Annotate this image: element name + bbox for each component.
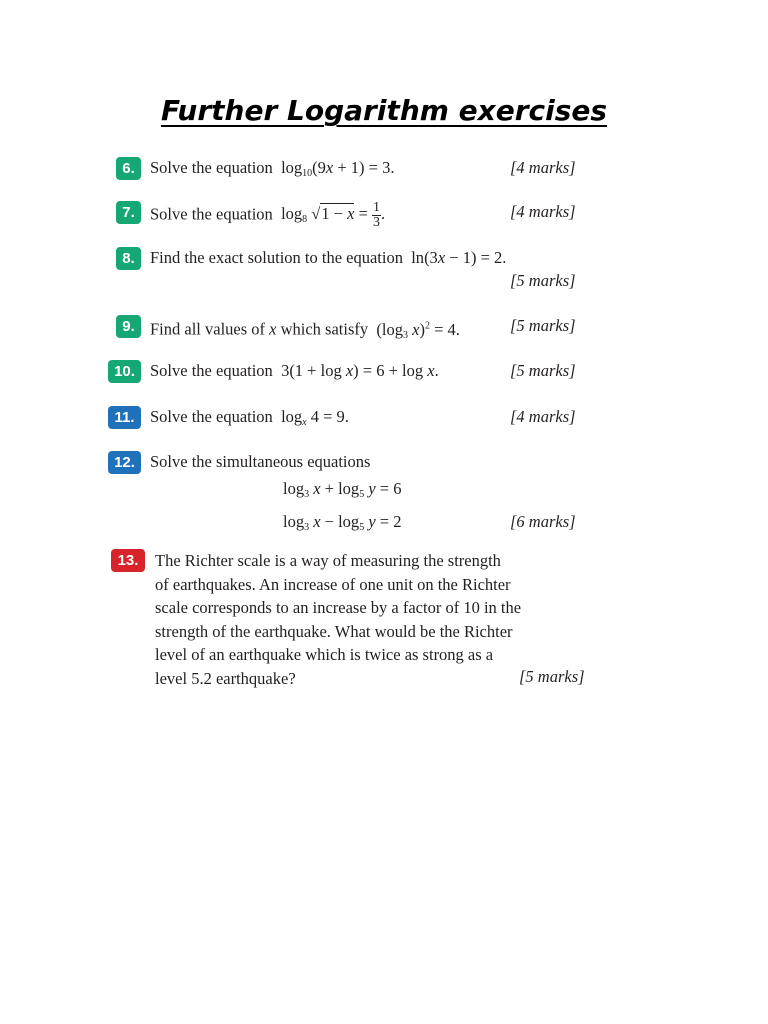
paragraph-line: level of an earthquake which is twice as strong as a: [155, 645, 494, 664]
question-number-badge: 12.: [108, 451, 141, 474]
question-number-badge: 13.: [111, 549, 145, 572]
marks-label: [5 marks]: [519, 667, 585, 686]
marks-label: [4 marks]: [510, 158, 576, 177]
marks-label: [5 marks]: [510, 361, 576, 380]
marks-label: [5 marks]: [510, 316, 576, 335]
equation: ($\log_3$ x)$^2$ = 4.: [376, 319, 460, 341]
question-prompt-2: which satisfy: [280, 319, 369, 339]
question-text: [150, 315, 460, 347]
equation: $\log_{10}(9x + 1) = 3$.: [281, 158, 395, 179]
equation-2: $\log_3 x - \log_5 y = 2$: [283, 512, 402, 533]
marks-label: [4 marks]: [510, 407, 576, 426]
question-prompt: Find the exact solution to the equation: [150, 248, 403, 267]
equation-1: $\log_3 x + \log_5 y = 6$: [283, 479, 402, 500]
question-prompt: Find all values of: [150, 319, 266, 339]
question-prompt: Solve the equation: [150, 407, 273, 426]
paragraph-line: scale corresponds to an increase by a factor of 10 in the: [155, 598, 522, 617]
question-number-badge: 9.: [116, 315, 141, 338]
question-text: [150, 247, 506, 269]
question-text: [150, 360, 439, 382]
paragraph-line: strength of the earthquake. What would be the Richter: [155, 621, 513, 641]
marks-label: [6 marks]: [510, 512, 576, 531]
marks-label: [4 marks]: [510, 202, 576, 221]
equation: $\log_8 √1 - x$ = $\frac{1}{3}$ .: [281, 200, 386, 230]
equation: ln(3x − 1) = 2.: [411, 248, 507, 267]
variable-x: x: [269, 319, 277, 339]
question-text: [150, 157, 394, 185]
question-number-badge: 7.: [116, 201, 141, 224]
paragraph-line: level 5.2 earthquake?: [155, 668, 296, 688]
question-prompt: Solve the equation: [150, 361, 273, 380]
marks-label: [5 marks]: [510, 271, 576, 290]
question-prompt: Solve the simultaneous equations: [150, 452, 371, 471]
question-number-badge: 10.: [108, 360, 141, 383]
question-prompt: Solve the equation: [150, 158, 273, 177]
equation: $\log_x 4 = 9$.: [281, 407, 349, 428]
paragraph-line: The Richter scale is a way of measuring the strength: [155, 551, 501, 570]
paragraph-line: of earthquakes. An increase of one unit on the Richter: [155, 574, 511, 594]
question-prompt: Solve the equation: [150, 204, 273, 224]
question-text: [150, 201, 385, 231]
page-title: Further Logarithm exercises: [160, 94, 608, 127]
equation: 3(1 + log x) = 6 + log x.: [281, 361, 439, 380]
question-number-badge: 8.: [116, 247, 141, 270]
question-text: [150, 406, 349, 434]
question-number-badge: 6.: [116, 157, 141, 180]
question-number-badge: 11.: [108, 406, 141, 429]
